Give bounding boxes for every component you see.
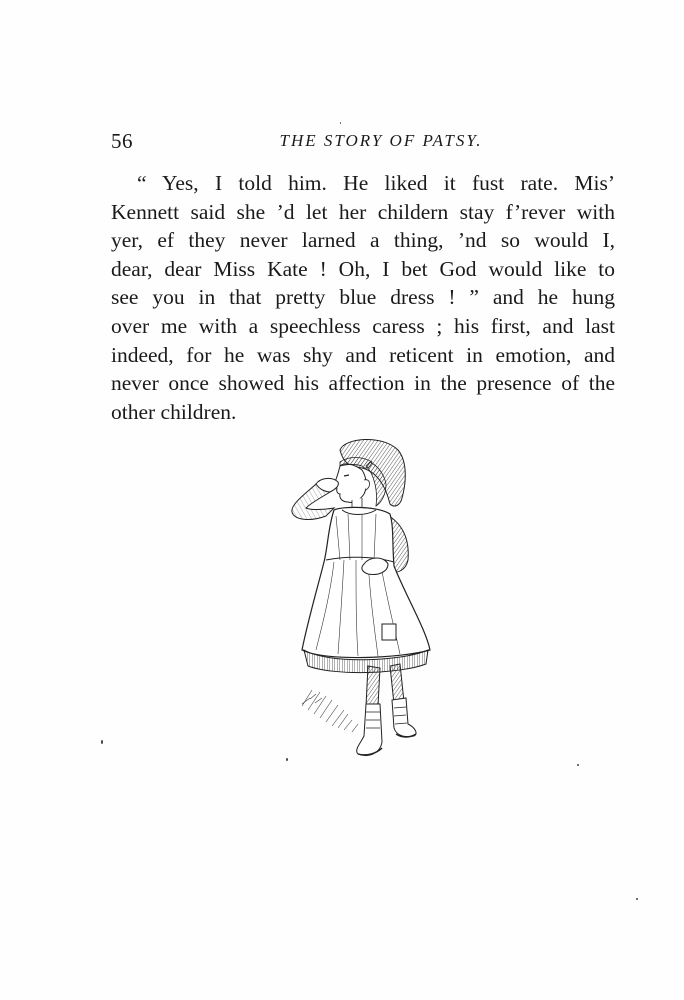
print-speck <box>577 764 579 766</box>
running-title: THE STORY OF PATSY. <box>279 131 483 150</box>
print-speck <box>286 758 288 761</box>
text-line: see you in that pretty blue dress ! ” and he hung <box>111 285 615 310</box>
body-text <box>111 169 615 426</box>
text-line: other children. <box>111 399 237 424</box>
text-line: never once showed his affection in the presence of the <box>111 371 615 396</box>
text-line: dear, dear Miss Kate ! Oh, I bet God would like to <box>111 256 615 281</box>
print-speck <box>636 898 638 900</box>
text-line: “ Yes, I told him. He liked it fust rate. Mis’ <box>137 171 615 195</box>
print-speck <box>101 740 103 744</box>
running-head <box>111 129 615 153</box>
text-line: Kennett said she ’d let her childern stay f’rever with <box>111 199 615 224</box>
girl-illustration-icon <box>282 436 432 762</box>
text-line: over me with a speechless caress ; his first, and last <box>111 313 615 338</box>
text-line: indeed, for he was shy and reticent in emotion, and <box>111 342 615 367</box>
print-speck <box>340 122 341 124</box>
ground-shadow <box>302 690 358 732</box>
page-number: 56 <box>111 129 133 153</box>
text-line: yer, ef they never larned a thing, ’nd so would I, <box>111 228 615 253</box>
